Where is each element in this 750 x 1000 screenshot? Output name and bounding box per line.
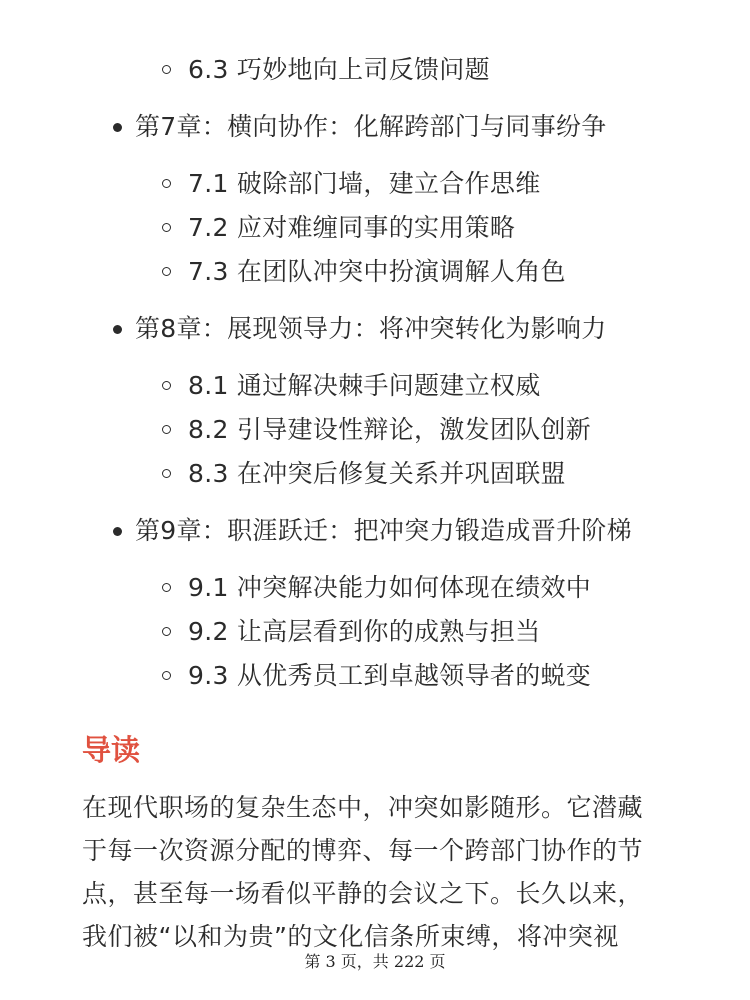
toc-section-label: 8.1 通过解决棘手问题建立权威 (188, 371, 541, 400)
hollow-bullet-icon (162, 65, 171, 74)
filled-bullet-icon (113, 123, 122, 132)
toc-section-label: 8.3 在冲突后修复关系并巩固联盟 (188, 459, 566, 488)
paragraph-line: 在现代职场的复杂生态中，冲突如影随形。它潜藏 (82, 793, 644, 822)
hollow-bullet-icon (162, 267, 171, 276)
toc-section-label: 6.3 巧妙地向上司反馈问题 (188, 55, 490, 84)
hollow-bullet-icon (162, 583, 171, 592)
paragraph-line: 点，甚至每一场看似平静的会议之下。长久以来， (82, 879, 644, 908)
hollow-bullet-icon (162, 469, 171, 478)
intro-paragraph (82, 786, 682, 958)
hollow-bullet-icon (162, 671, 171, 680)
paragraph-line: 于每一次资源分配的博弈、每一个跨部门协作的节 (82, 836, 644, 865)
intro-heading: 导读 (82, 733, 141, 767)
page-number-footer: 第 3 页，共 222 页 (304, 952, 446, 971)
hollow-bullet-icon (162, 223, 171, 232)
filled-bullet-icon (113, 325, 122, 334)
toc-section-label: 7.3 在团队冲突中扮演调解人角色 (188, 257, 566, 286)
filled-bullet-icon (113, 527, 122, 536)
toc-section-label: 7.2 应对难缠同事的实用策略 (188, 213, 516, 242)
toc-chapter-label: 第9章：职涯跃迁：把冲突力锻造成晋升阶梯 (135, 516, 632, 545)
toc-section-label: 9.1 冲突解决能力如何体现在绩效中 (188, 573, 592, 602)
toc-section-label: 7.1 破除部门墙，建立合作思维 (188, 169, 541, 198)
toc-chapter-label: 第8章：展现领导力：将冲突转化为影响力 (135, 314, 607, 343)
toc-section-label: 8.2 引导建设性辩论，激发团队创新 (188, 415, 592, 444)
hollow-bullet-icon (162, 179, 171, 188)
paragraph-line: 我们被“以和为贵”的文化信条所束缚，将冲突视 (82, 922, 619, 951)
hollow-bullet-icon (162, 627, 171, 636)
hollow-bullet-icon (162, 425, 171, 434)
toc-section-label: 9.3 从优秀员工到卓越领导者的蜕变 (188, 661, 592, 690)
toc-section-label: 9.2 让高层看到你的成熟与担当 (188, 617, 541, 646)
hollow-bullet-icon (162, 381, 171, 390)
toc-chapter-label: 第7章：横向协作：化解跨部门与同事纷争 (135, 112, 607, 141)
